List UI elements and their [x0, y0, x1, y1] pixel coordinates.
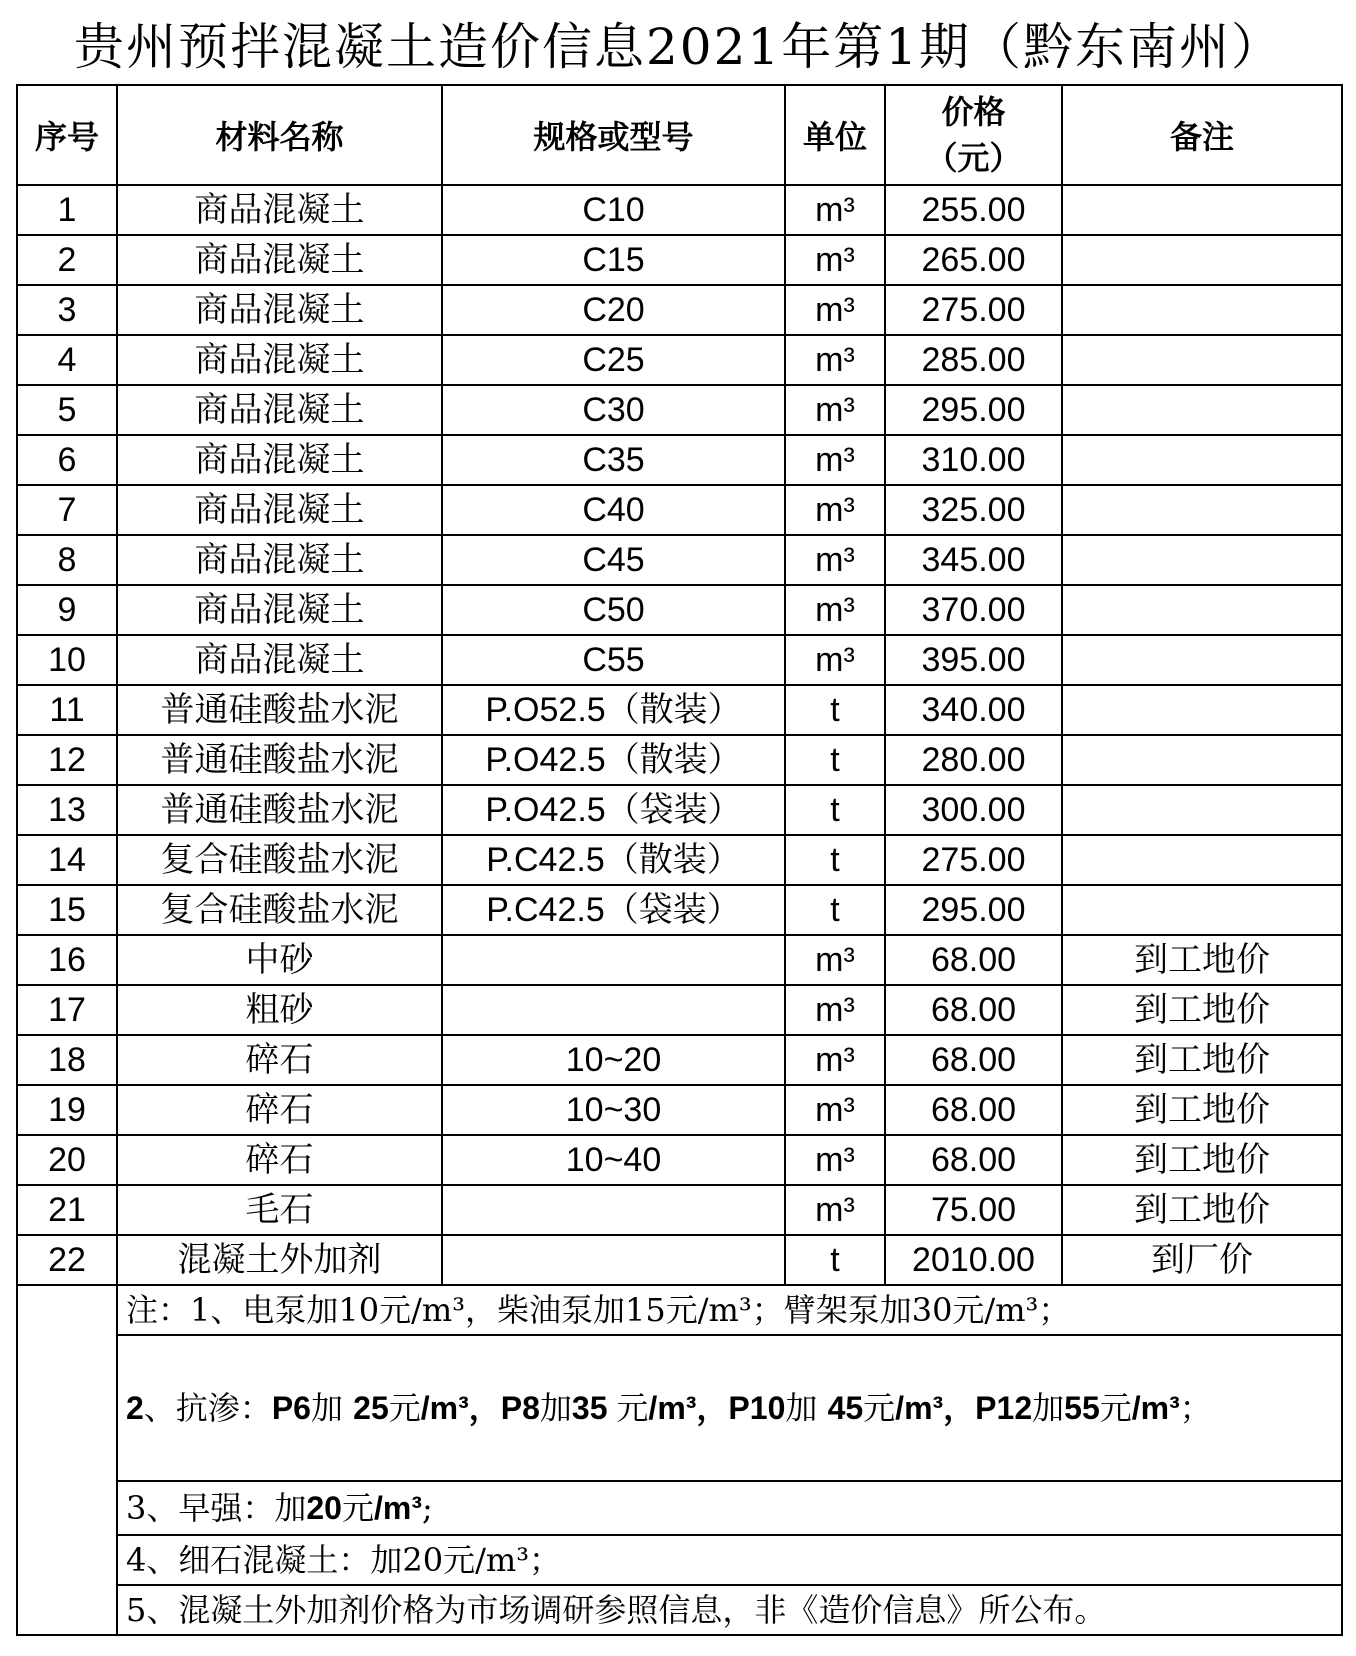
table-row — [17, 585, 1342, 635]
note-row — [17, 1535, 1342, 1585]
cell-unit: t — [785, 685, 885, 735]
cell-spec: C20 — [442, 285, 785, 335]
cell-spec: P.O42.5（袋装） — [442, 785, 785, 835]
cell-material-name: 商品混凝土 — [117, 335, 442, 385]
table-body — [17, 185, 1342, 1285]
price-table — [16, 84, 1343, 1636]
cell-index: 22 — [17, 1235, 117, 1285]
cell-index: 10 — [17, 635, 117, 685]
cell-unit: m³ — [785, 635, 885, 685]
cell-remark — [1062, 335, 1342, 385]
note-row — [17, 1585, 1342, 1635]
cell-material-name: 复合硅酸盐水泥 — [117, 835, 442, 885]
cell-spec: P.C42.5（袋装） — [442, 885, 785, 935]
cell-price: 275.00 — [885, 835, 1062, 885]
cell-price: 340.00 — [885, 685, 1062, 735]
header-unit: 单位 — [785, 85, 885, 185]
cell-price: 2010.00 — [885, 1235, 1062, 1285]
cell-remark: 到工地价 — [1062, 1085, 1342, 1135]
cell-spec — [442, 1185, 785, 1235]
cell-remark — [1062, 185, 1342, 235]
table-row — [17, 1185, 1342, 1235]
table-row — [17, 485, 1342, 535]
cell-spec: C25 — [442, 335, 785, 385]
cell-price: 370.00 — [885, 585, 1062, 635]
cell-remark: 到工地价 — [1062, 1185, 1342, 1235]
cell-unit: m³ — [785, 585, 885, 635]
cell-material-name: 商品混凝土 — [117, 185, 442, 235]
cell-price: 68.00 — [885, 1135, 1062, 1185]
cell-price: 325.00 — [885, 485, 1062, 535]
cell-material-name: 毛石 — [117, 1185, 442, 1235]
cell-spec: C30 — [442, 385, 785, 435]
cell-price: 275.00 — [885, 285, 1062, 335]
cell-remark: 到工地价 — [1062, 985, 1342, 1035]
cell-index: 1 — [17, 185, 117, 235]
cell-spec: P.O42.5（散装） — [442, 735, 785, 785]
cell-spec: C55 — [442, 635, 785, 685]
note-3: 3、早强：加20元/m³; — [117, 1481, 1342, 1535]
cell-remark: 到工地价 — [1062, 935, 1342, 985]
cell-unit: t — [785, 885, 885, 935]
cell-unit: t — [785, 735, 885, 785]
cell-material-name: 中砂 — [117, 935, 442, 985]
table-row — [17, 1235, 1342, 1285]
cell-remark — [1062, 585, 1342, 635]
note-5: 5、混凝土外加剂价格为市场调研参照信息，非《造价信息》所公布。 — [117, 1585, 1342, 1635]
cell-price: 300.00 — [885, 785, 1062, 835]
cell-remark: 到厂价 — [1062, 1235, 1342, 1285]
cell-unit: m³ — [785, 1185, 885, 1235]
cell-price: 68.00 — [885, 985, 1062, 1035]
cell-spec: C15 — [442, 235, 785, 285]
table-row — [17, 285, 1342, 335]
header-name: 材料名称 — [117, 85, 442, 185]
header-price-line2: （元） — [925, 139, 1022, 177]
cell-spec — [442, 935, 785, 985]
note-4: 4、细石混凝土：加20元/m³； — [117, 1535, 1342, 1585]
cell-remark — [1062, 685, 1342, 735]
cell-remark — [1062, 835, 1342, 885]
cell-spec: P.O52.5（散装） — [442, 685, 785, 735]
cell-remark — [1062, 635, 1342, 685]
cell-remark — [1062, 235, 1342, 285]
cell-material-name: 粗砂 — [117, 985, 442, 1035]
cell-price: 68.00 — [885, 1035, 1062, 1085]
table-row — [17, 335, 1342, 385]
table-row — [17, 1135, 1342, 1185]
cell-price: 75.00 — [885, 1185, 1062, 1235]
cell-unit: m³ — [785, 285, 885, 335]
cell-material-name: 商品混凝土 — [117, 385, 442, 435]
header-spec: 规格或型号 — [442, 85, 785, 185]
cell-unit: m³ — [785, 535, 885, 585]
header-remark: 备注 — [1062, 85, 1342, 185]
cell-material-name: 普通硅酸盐水泥 — [117, 735, 442, 785]
cell-index: 16 — [17, 935, 117, 985]
cell-unit: m³ — [785, 235, 885, 285]
cell-material-name: 普通硅酸盐水泥 — [117, 685, 442, 735]
table-row — [17, 185, 1342, 235]
table-row — [17, 435, 1342, 485]
note-row — [17, 1335, 1342, 1481]
table-row — [17, 385, 1342, 435]
table-row — [17, 235, 1342, 285]
cell-remark — [1062, 285, 1342, 335]
cell-spec: C45 — [442, 535, 785, 585]
cell-spec: C35 — [442, 435, 785, 485]
cell-spec: 10~20 — [442, 1035, 785, 1085]
cell-price: 255.00 — [885, 185, 1062, 235]
cell-spec: C10 — [442, 185, 785, 235]
header-row — [17, 85, 1342, 185]
header-index: 序号 — [17, 85, 117, 185]
table-row — [17, 535, 1342, 585]
cell-price: 295.00 — [885, 885, 1062, 935]
cell-material-name: 商品混凝土 — [117, 585, 442, 635]
cell-unit: m³ — [785, 435, 885, 485]
cell-price: 295.00 — [885, 385, 1062, 435]
cell-spec — [442, 1235, 785, 1285]
cell-spec — [442, 985, 785, 1035]
cell-unit: m³ — [785, 485, 885, 535]
cell-unit: m³ — [785, 985, 885, 1035]
cell-price: 285.00 — [885, 335, 1062, 385]
table-row — [17, 735, 1342, 785]
cell-price: 310.00 — [885, 435, 1062, 485]
cell-index: 2 — [17, 235, 117, 285]
cell-index: 3 — [17, 285, 117, 335]
cell-remark — [1062, 785, 1342, 835]
cell-index: 19 — [17, 1085, 117, 1135]
note-2: 2、抗渗：P6加 25元/m³，P8加35 元/m³，P10加 45元/m³，P12加55元/m³； — [117, 1335, 1342, 1481]
cell-material-name: 混凝土外加剂 — [117, 1235, 442, 1285]
note-row — [17, 1481, 1342, 1535]
cell-spec: 10~30 — [442, 1085, 785, 1135]
cell-remark — [1062, 435, 1342, 485]
cell-index: 14 — [17, 835, 117, 885]
cell-unit: m³ — [785, 385, 885, 435]
cell-unit: m³ — [785, 1135, 885, 1185]
cell-index: 8 — [17, 535, 117, 585]
cell-material-name: 商品混凝土 — [117, 435, 442, 485]
notes-blank-cell — [17, 1285, 117, 1635]
cell-price: 280.00 — [885, 735, 1062, 785]
cell-index: 11 — [17, 685, 117, 735]
cell-material-name: 复合硅酸盐水泥 — [117, 885, 442, 935]
table-row — [17, 1085, 1342, 1135]
cell-index: 5 — [17, 385, 117, 435]
table-row — [17, 685, 1342, 735]
table-row — [17, 785, 1342, 835]
cell-index: 12 — [17, 735, 117, 785]
cell-remark: 到工地价 — [1062, 1035, 1342, 1085]
cell-index: 17 — [17, 985, 117, 1035]
cell-price: 68.00 — [885, 1085, 1062, 1135]
cell-index: 4 — [17, 335, 117, 385]
cell-unit: m³ — [785, 335, 885, 385]
cell-remark — [1062, 885, 1342, 935]
table-row — [17, 835, 1342, 885]
cell-unit: m³ — [785, 1035, 885, 1085]
table-row — [17, 635, 1342, 685]
cell-index: 13 — [17, 785, 117, 835]
table-row — [17, 885, 1342, 935]
table-row — [17, 1035, 1342, 1085]
cell-material-name: 碎石 — [117, 1035, 442, 1085]
cell-index: 20 — [17, 1135, 117, 1185]
notes-section — [17, 1285, 1342, 1635]
cell-unit: m³ — [785, 935, 885, 985]
cell-unit: t — [785, 1235, 885, 1285]
cell-price: 68.00 — [885, 935, 1062, 985]
note-1: 注：1、电泵加10元/m³，柴油泵加15元/m³；臂架泵加30元/m³； — [117, 1285, 1342, 1335]
cell-material-name: 商品混凝土 — [117, 285, 442, 335]
cell-material-name: 商品混凝土 — [117, 485, 442, 535]
cell-unit: m³ — [785, 1085, 885, 1135]
cell-remark — [1062, 385, 1342, 435]
cell-remark — [1062, 535, 1342, 585]
cell-spec: C40 — [442, 485, 785, 535]
note-row — [17, 1285, 1342, 1335]
cell-index: 9 — [17, 585, 117, 635]
cell-index: 7 — [17, 485, 117, 535]
cell-material-name: 商品混凝土 — [117, 635, 442, 685]
cell-price: 395.00 — [885, 635, 1062, 685]
cell-remark — [1062, 485, 1342, 535]
cell-material-name: 商品混凝土 — [117, 535, 442, 585]
header-price-line1: 价格 — [941, 93, 1006, 131]
cell-remark — [1062, 735, 1342, 785]
cell-unit: t — [785, 835, 885, 885]
page-title: 贵州预拌混凝土造价信息2021年第1期（黔东南州） — [73, 18, 1284, 76]
cell-material-name: 碎石 — [117, 1135, 442, 1185]
cell-spec: 10~40 — [442, 1135, 785, 1185]
cell-unit: t — [785, 785, 885, 835]
cell-material-name: 碎石 — [117, 1085, 442, 1135]
cell-spec: C50 — [442, 585, 785, 635]
cell-index: 21 — [17, 1185, 117, 1235]
cell-spec: P.C42.5（散装） — [442, 835, 785, 885]
cell-material-name: 普通硅酸盐水泥 — [117, 785, 442, 835]
cell-unit: m³ — [785, 185, 885, 235]
table-row — [17, 985, 1342, 1035]
table-row — [17, 935, 1342, 985]
header-price — [885, 85, 1062, 185]
cell-price: 345.00 — [885, 535, 1062, 585]
cell-index: 6 — [17, 435, 117, 485]
cell-remark: 到工地价 — [1062, 1135, 1342, 1185]
cell-index: 18 — [17, 1035, 117, 1085]
cell-index: 15 — [17, 885, 117, 935]
cell-material-name: 商品混凝土 — [117, 235, 442, 285]
cell-price: 265.00 — [885, 235, 1062, 285]
